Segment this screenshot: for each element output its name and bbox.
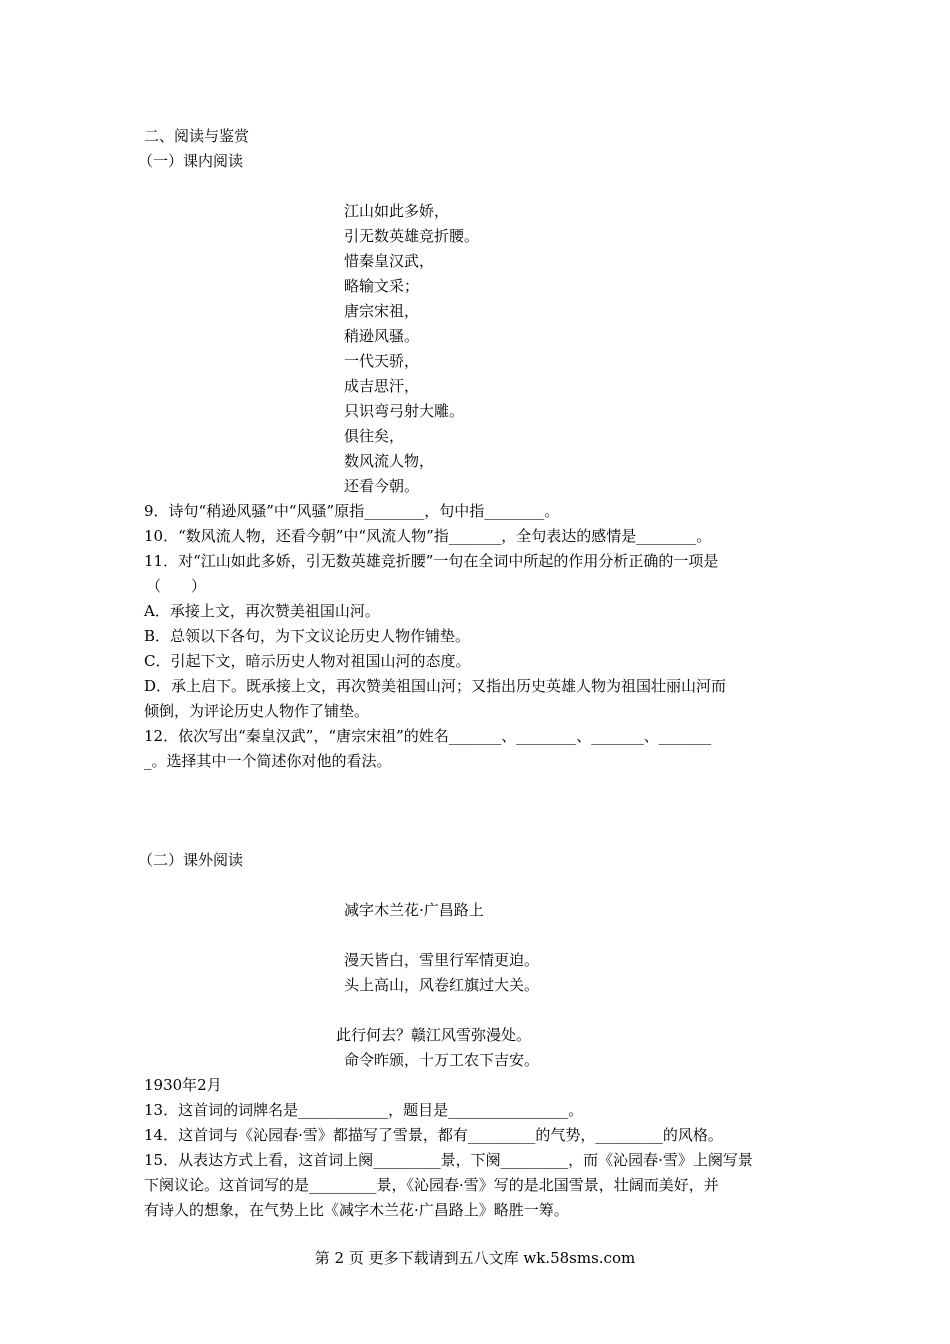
poem-line: 稍逊风骚。 — [344, 327, 420, 345]
poem-line: 略输文采； — [344, 277, 420, 295]
poem-line: 漫天皆白，雪里行军情更迫。 — [344, 951, 540, 969]
part2-heading: （二）课外阅读 — [138, 851, 244, 869]
poem-line: 唐宗宋祖， — [344, 302, 420, 320]
poem-line: 头上高山，风卷红旗过大关。 — [344, 976, 540, 994]
question-11-bracket: （ ） — [146, 577, 207, 595]
question-12: 12．依次写出“秦皇汉武”，“唐宗宋祖”的姓名_______、________、_______、_______ — [144, 727, 712, 745]
poem-line: 此行何去？赣江风雪弥漫处。 — [336, 1026, 532, 1044]
question-15: 15．从表达方式上看，这首词上阕_________景，下阕_________，而《沁园春·雪》上阕写景 — [144, 1151, 753, 1169]
option-a: A．承接上文，再次赞美祖国山河。 — [144, 602, 380, 620]
option-c: C．引起下文，暗示历史人物对祖国山河的态度。 — [144, 652, 471, 670]
poem-line: 命令昨颁，十万工农下吉安。 — [344, 1051, 540, 1069]
question-13: 13．这首词的词牌名是____________，题目是________________。 — [144, 1101, 584, 1119]
part1-heading: （一）课内阅读 — [138, 152, 244, 170]
poem-line: 惜秦皇汉武， — [344, 252, 435, 270]
poem-line: 数风流人物， — [344, 452, 435, 470]
question-15-cont2: 有诗人的想象，在气势上比《减字木兰花·广昌路上》略胜一筹。 — [144, 1201, 569, 1219]
poem-date: 1930年2月 — [144, 1076, 222, 1094]
poem-line: 只识弯弓射大雕。 — [344, 402, 465, 420]
poem-line: 一代天骄， — [344, 352, 420, 370]
question-15-cont: 下阕议论。这首词写的是_________景，《沁园春·雪》写的是北国雪景，壮阔而美好，并 — [144, 1176, 719, 1194]
question-10: 10．“数风流人物，还看今朝”中“风流人物”指_______，全句表达的感情是________。 — [144, 527, 712, 545]
question-14: 14．这首词与《沁园春·雪》都描写了雪景，都有_________的气势，_________的风格。 — [144, 1126, 723, 1144]
poem-line: 俱往矣， — [344, 427, 405, 445]
poem-title: 减字木兰花·广昌路上 — [344, 901, 484, 919]
section-title: 二、阅读与鉴赏 — [144, 127, 250, 145]
option-b: B．总领以下各句，为下文议论历史人物作铺垫。 — [144, 627, 471, 645]
option-d: D．承上启下。既承接上文，再次赞美祖国山河；又指出历史英雄人物为祖国壮丽山河而 — [144, 677, 727, 695]
option-d-cont: 倾倒，为评论历史人物作了铺垫。 — [144, 702, 370, 720]
question-9: 9．诗句“稍逊风骚”中“风骚”原指________，句中指________。 — [144, 502, 560, 520]
poem-line: 成吉思汗， — [344, 377, 420, 395]
question-11: 11．对“江山如此多娇，引无数英雄竞折腰”一句在全词中所起的作用分析正确的一项是 — [144, 552, 719, 570]
poem-line: 还看今朝。 — [344, 477, 420, 495]
page-footer: 第 2 页 更多下载请到五八文库 wk.58sms.com — [314, 1249, 636, 1267]
poem-line: 引无数英雄竞折腰。 — [344, 227, 480, 245]
poem-line: 江山如此多娇， — [344, 202, 450, 220]
question-12-cont: _。选择其中一个简述你对他的看法。 — [144, 752, 392, 770]
